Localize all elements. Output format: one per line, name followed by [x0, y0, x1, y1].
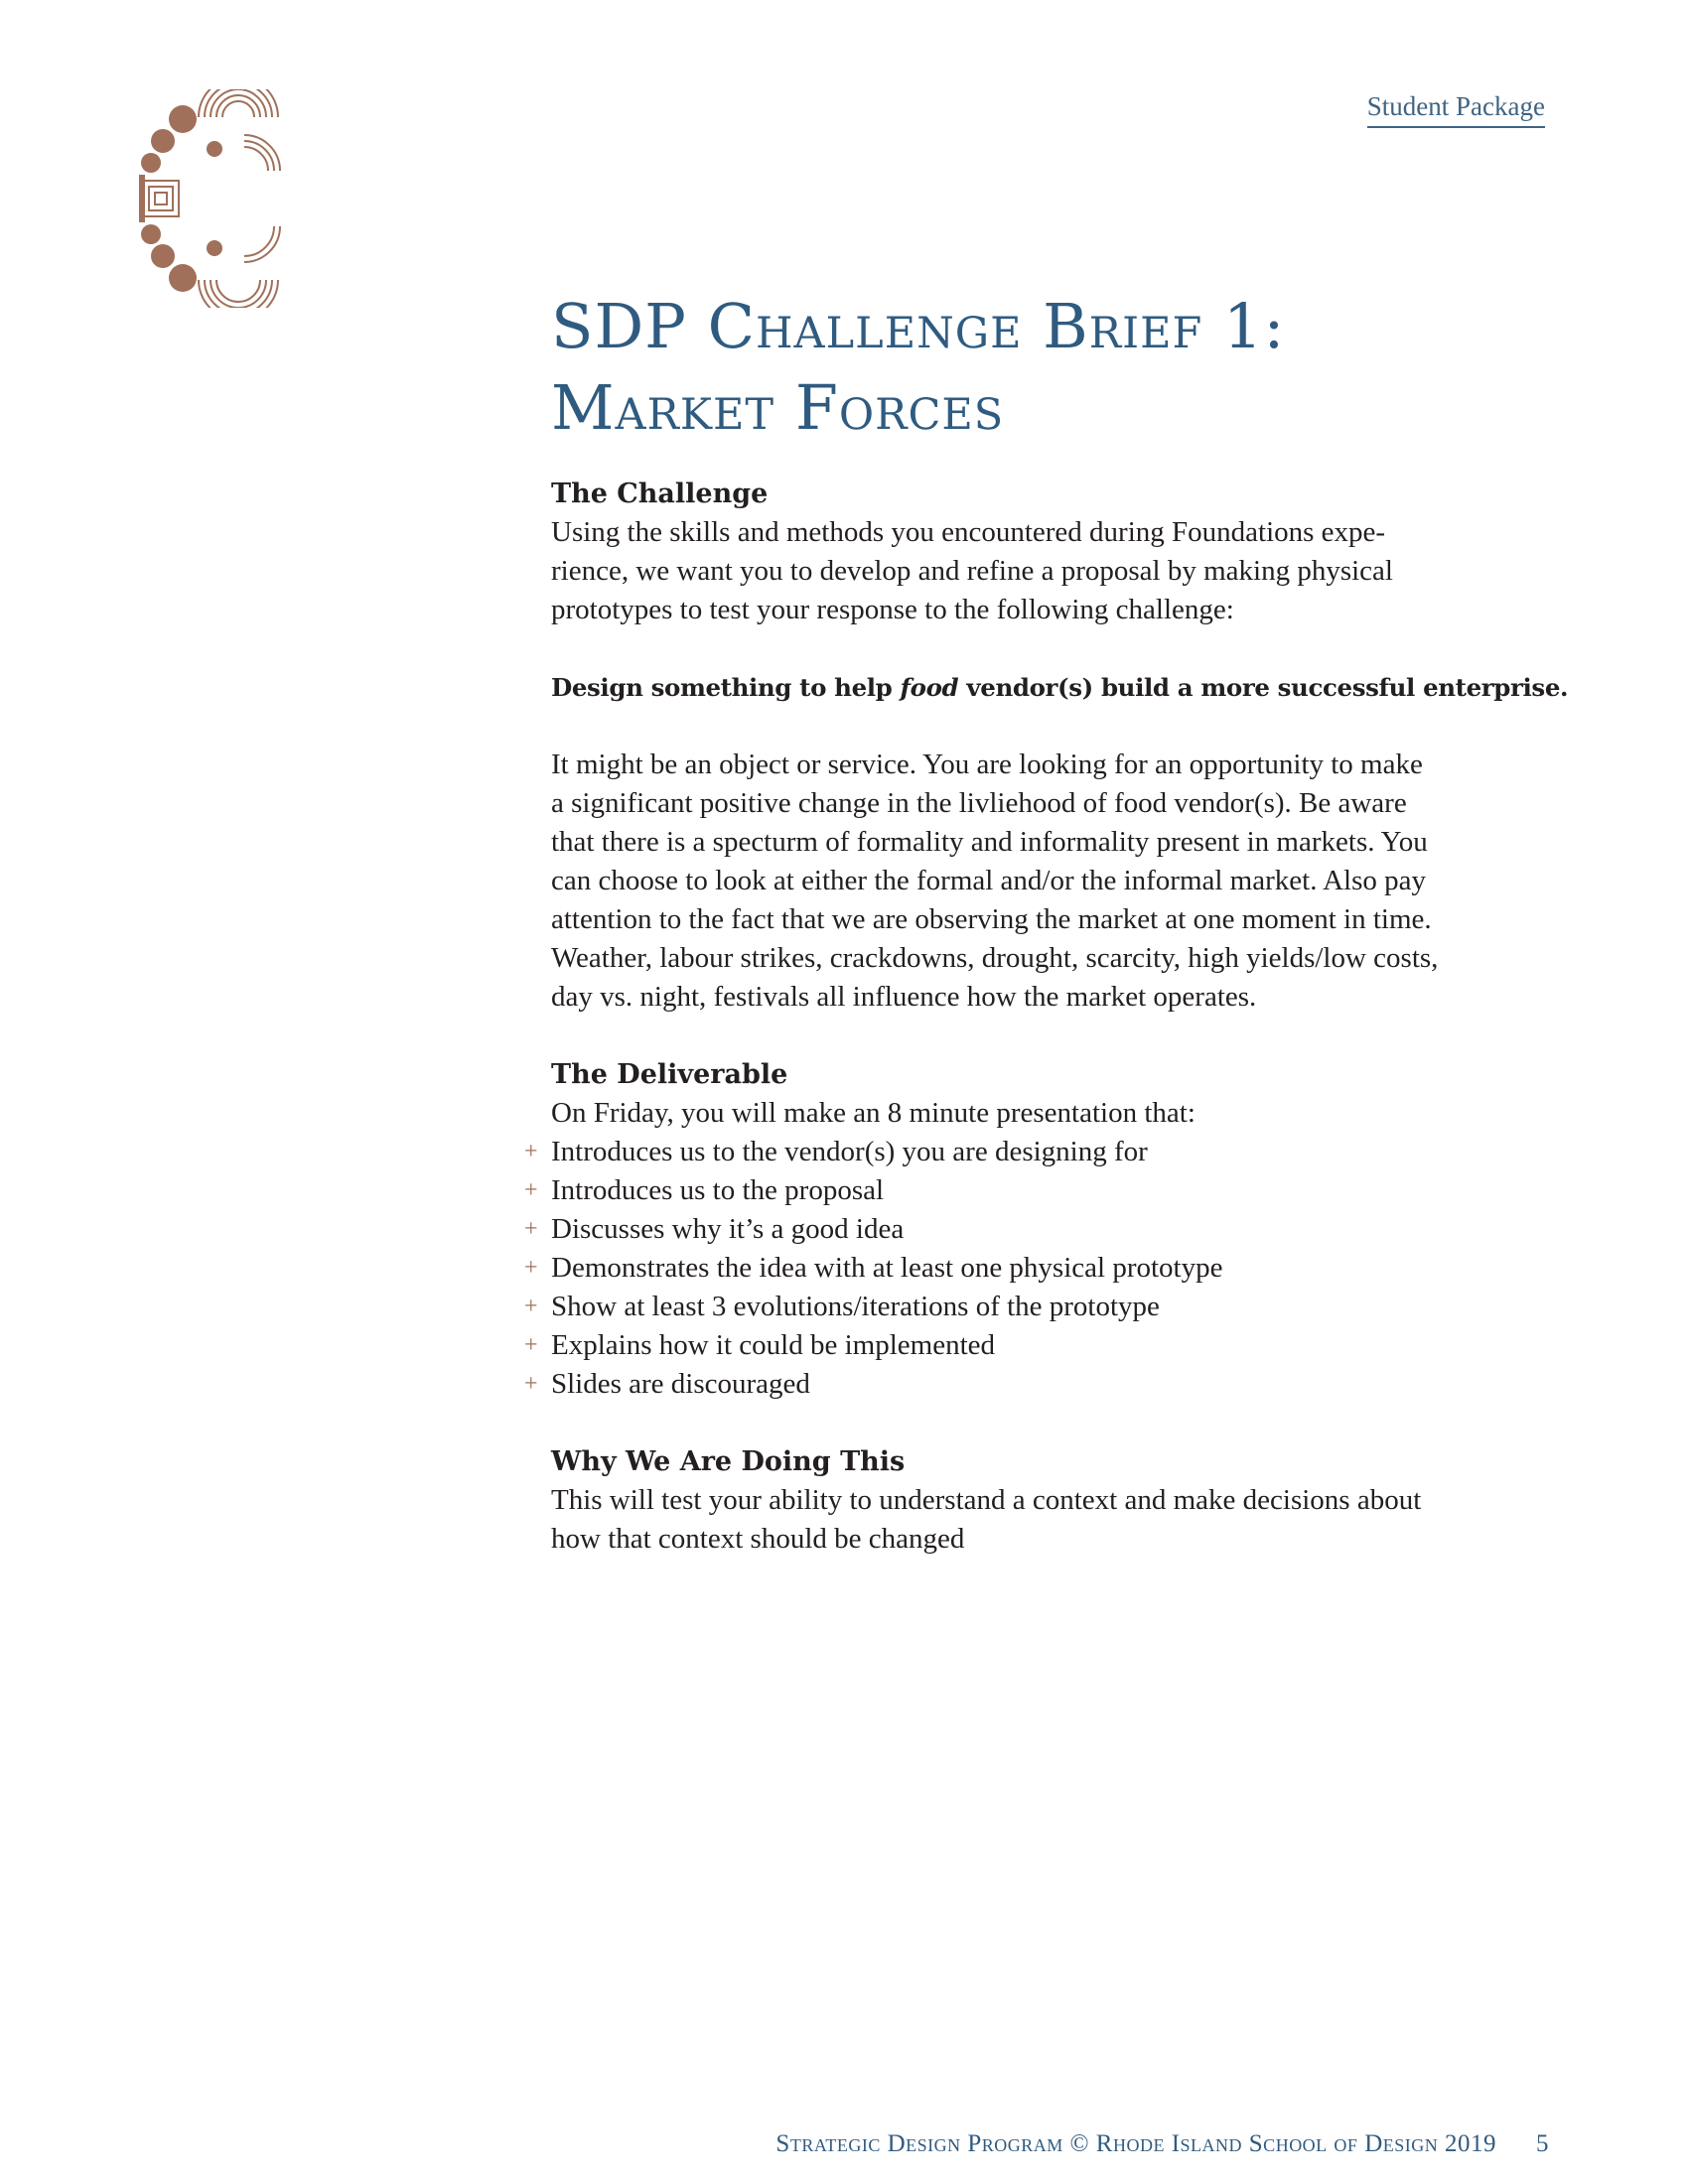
challenge-statement-start: Design something to help — [551, 673, 901, 702]
plus-icon: + — [524, 1371, 538, 1397]
list-item-text: Introduces us to the vendor(s) you are designing for — [551, 1136, 1148, 1167]
list-item — [524, 1365, 1564, 1404]
why-section — [551, 1442, 1564, 1559]
challenge-body-line: attention to the fact that we are observing the market at one moment in time. — [551, 903, 1432, 935]
challenge-body-line: Weather, labour strikes, crackdowns, drought, scarcity, high yields/low costs, — [551, 942, 1439, 974]
challenge-body-line: that there is a specturm of formality and informality present in markets. You — [551, 826, 1428, 858]
list-item-text: Discusses why it’s a good idea — [551, 1213, 905, 1245]
why-body-line: This will test your ability to understand a context and make decisions about — [551, 1484, 1422, 1516]
challenge-body-line: can choose to look at either the formal and/or the informal market. Also pay — [551, 865, 1427, 896]
challenge-intro-line: prototypes to test your response to the following challenge: — [551, 594, 1234, 625]
header-label: Student Package — [1367, 91, 1545, 128]
challenge-body-line: day vs. night, festivals all influence how the market operates. — [551, 981, 1257, 1013]
deliverable-list — [524, 1133, 1564, 1404]
why-body-line: how that context should be changed — [551, 1523, 965, 1555]
list-item — [524, 1288, 1564, 1326]
plus-icon: + — [524, 1216, 538, 1242]
challenge-heading: The Challenge — [551, 478, 769, 509]
challenge-body — [551, 746, 1564, 1017]
deliverable-heading: The Deliverable — [551, 1059, 788, 1090]
plus-icon: + — [524, 1139, 538, 1164]
challenge-statement-italic: food — [900, 673, 959, 702]
main-content — [524, 286, 1569, 1559]
title-line-2: Market Forces — [551, 371, 1005, 444]
list-item-text: Introduces us to the proposal — [551, 1174, 885, 1206]
list-item — [524, 1210, 1564, 1249]
footer-text: Strategic Design Program © Rhode Island School of Design 2019 — [775, 2130, 1496, 2157]
why-body — [551, 1481, 1564, 1559]
list-item-text: Explains how it could be implemented — [551, 1329, 995, 1361]
rhode-island-logo — [137, 89, 286, 308]
challenge-statement — [551, 668, 1569, 707]
challenge-body-line: a significant positive change in the livliehood of food vendor(s). Be aware — [551, 787, 1407, 819]
list-item — [524, 1133, 1564, 1171]
deliverable-intro: On Friday, you will make an 8 minute presentation that: — [551, 1097, 1196, 1129]
challenge-intro — [551, 513, 1564, 629]
challenge-section — [551, 475, 1569, 1017]
list-item — [524, 1326, 1564, 1365]
list-item-text: Slides are discouraged — [551, 1368, 810, 1400]
list-item — [524, 1249, 1564, 1288]
page-title — [551, 286, 1564, 449]
list-item-text: Show at least 3 evolutions/iterations of the prototype — [551, 1291, 1160, 1322]
list-item — [524, 1171, 1564, 1210]
list-item-text: Demonstrates the idea with at least one physical prototype — [551, 1252, 1223, 1284]
page-number: 5 — [1536, 2130, 1549, 2157]
plus-icon: + — [524, 1177, 538, 1203]
challenge-intro-line: Using the skills and methods you encountered during Foundations expe- — [551, 516, 1386, 548]
plus-icon: + — [524, 1294, 538, 1319]
challenge-statement-end: vendor(s) build a more successful enterprise. — [958, 673, 1569, 702]
plus-icon: + — [524, 1255, 538, 1281]
challenge-intro-line: rience, we want you to develop and refine a proposal by making physical — [551, 555, 1393, 587]
page-footer — [775, 2130, 1549, 2158]
challenge-body-line: It might be an object or service. You are looking for an opportunity to make — [551, 749, 1423, 780]
why-heading: Why We Are Doing This — [551, 1446, 906, 1477]
deliverable-section — [524, 1055, 1564, 1404]
title-line-1: SDP Challenge Brief 1: — [551, 290, 1286, 362]
plus-icon: + — [524, 1332, 538, 1358]
